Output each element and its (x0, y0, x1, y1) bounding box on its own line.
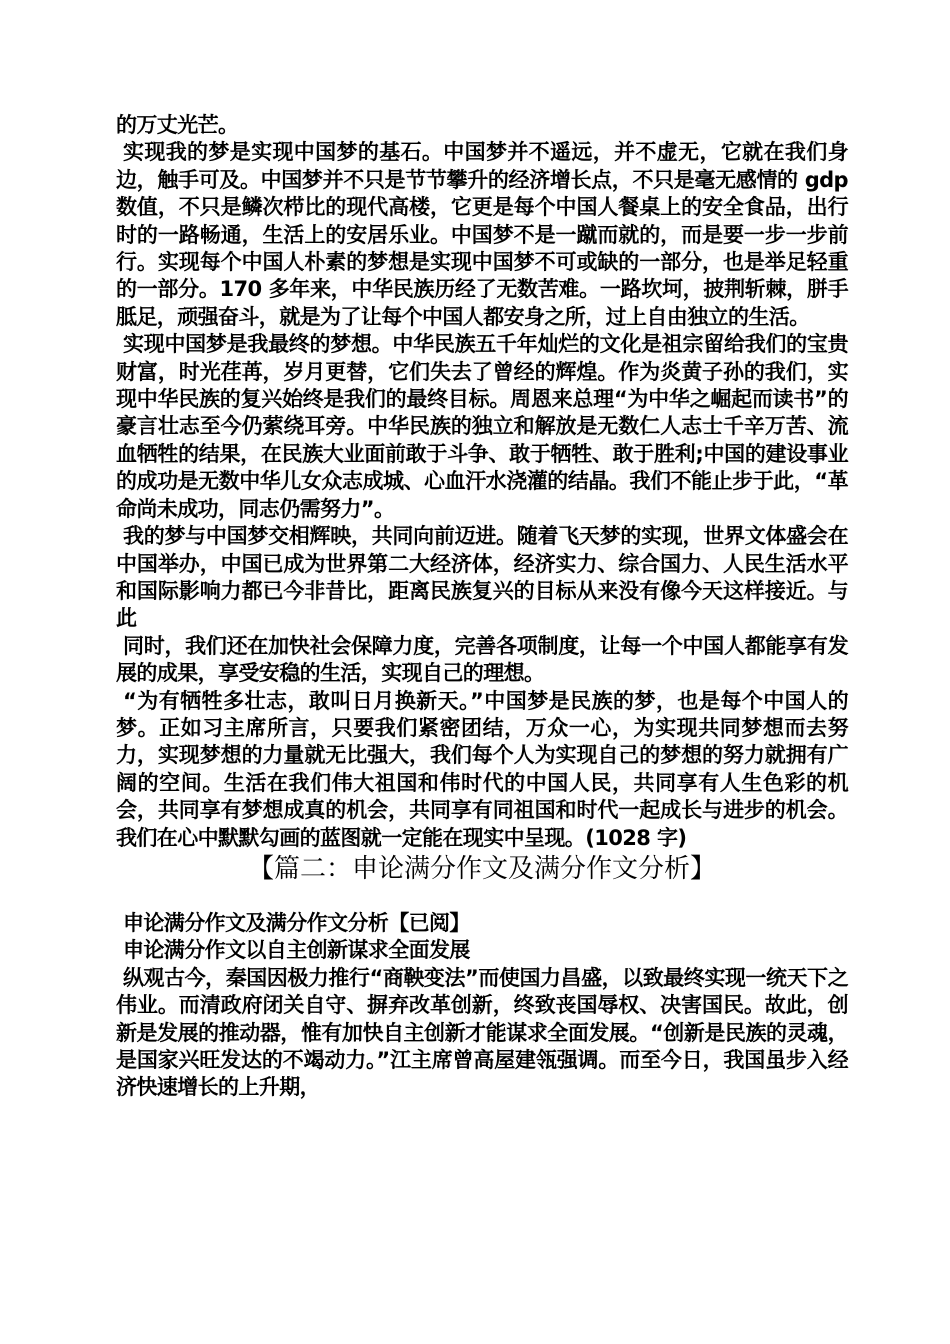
essay-paragraph: 纵观古今，秦国因极力推行“商鞅变法”而使国力昌盛，以致最终实现一统天下之伟业。而清政府闭关自守、摒弃改革创新，终致丧国辱权、决害国民。故此，创新是发展的推动器，惟有加快自主创新才能谋求全面发展。“创新是民族的灵魂，是国家兴旺发达的不竭动力。”江主席曾高屋建瓴强调。而至今日，我国虽步入经济快速增长的上升期， (116, 965, 848, 1100)
paragraph-conclusion: “为有牺牲多壮志，敢叫日月换新天。”中国梦是民族的梦，也是每个中国人的梦。正如习主席所言，只要我们紧密团结，万众一心，为实现共同梦想而去努力，实现梦想的力量就无比强大，我们每个人为实现自己的梦想的努力就拥有广阔的空间。生活在我们伟大祖国和伟时代的中国人民，共同享有人生色彩的机会，共同享有梦想成真的机会，共同享有同祖国和时代一起成长与进步的机会。我们在心中默默勾画的蓝图就一定能在现实中呈现。(1028 字) (116, 688, 848, 850)
paragraph-meanwhile: 同时，我们还在加快社会保障力度，完善各项制度，让每一个中国人都能享有发展的成果，享受安稳的生活，实现自己的理想。 (116, 633, 848, 686)
paragraph-shining-together: 我的梦与中国梦交相辉映，共同向前迈进。随着飞天梦的实现，世界文体盛会在中国举办，中国已成为世界第二大经济体，经济实力、综合国力、人民生活水平和国际影响力都已今非昔比，距离民族复兴的目标从来没有像今天这样接近。与此 (116, 524, 848, 631)
paragraph-ultimate-dream: 实现中国梦是我最终的梦想。中华民族五千年灿烂的文化是祖宗留给我们的宝贵财富，时光荏苒，岁月更替，它们失去了曾经的辉煌。作为炎黄子孙的我们，实现中华民族的复兴始终是我们的最终目标。周恩来总理“为中华之崛起而读书”的豪言壮志至今仍萦绕耳旁。中华民族的独立和解放是无数仁人志士千辛万苦、流血牺牲的结果，在民族大业面前敢于斗争、敢于牺牲、敢于胜利;中国的建设事业的成功是无数中华儿女众志成城、心血汗水浇灌的结晶。我们不能止步于此，“革命尚未成功，同志仍需努力”。 (116, 332, 848, 521)
section-subtitle: 申论满分作文及满分作文分析【已阅】 (123, 910, 470, 935)
document-body (116, 112, 848, 1102)
section-title: 【篇二：申论满分作文及满分作文分析】 (247, 853, 716, 884)
paragraph-continuation: 的万丈光芒。 (116, 113, 239, 137)
paragraph-foundation: 实现我的梦是实现中国梦的基石。中国梦并不遥远，并不虚无，它就在我们身边，触手可及。中国梦并不只是节节攀升的经济增长点，不只是毫无感情的 gdp 数值，不只是鳞次栉比的现代高楼，它更是每个中国人餐桌上的安全食品，出行时的一路畅通，生活上的安居乐业。中国梦不是一蹴而就的，而是要一步一步前行。实现每个中国人朴素的梦想是实现中国梦不可或缺的一部分，也是举足轻重的一部分。170 多年来，中华民族历经了无数苦难。一路坎坷，披荆斩棘，胼手胝足，顽强奋斗，就是为了让每个中国人都安身之所，过上自由独立的生活。 (116, 140, 848, 329)
essay-title: 申论满分作文以自主创新谋求全面发展 (123, 938, 470, 963)
